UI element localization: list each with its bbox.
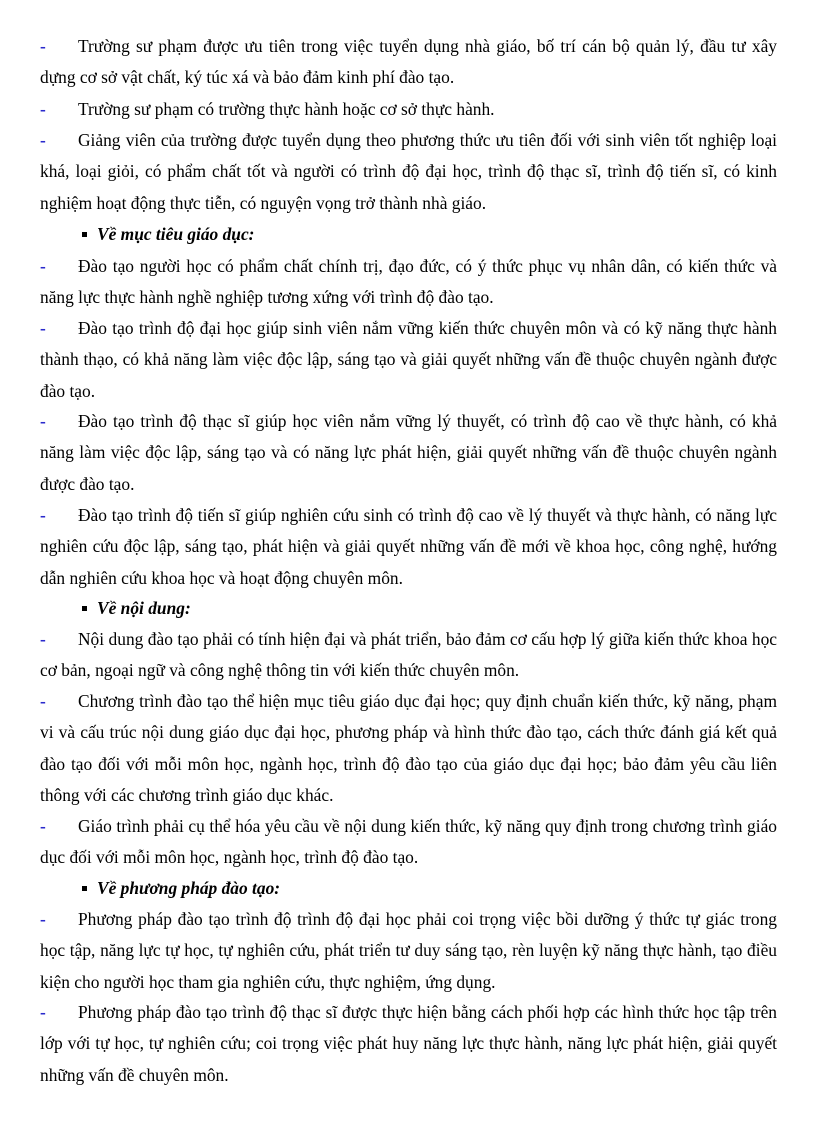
paragraph: Phương pháp đào tạo trình độ thạc sĩ được thực hiện bằng cách phối hợp các hình thức học tập trên lớp với tự học, tự nghiên cứu; coi trọng việc phát huy năng lực thực hành, năng lực phát hiện, giải quyết những vấn đề chuyên môn. [40, 1002, 777, 1085]
square-bullet-icon [82, 886, 87, 891]
dash-bullet: - [40, 411, 46, 431]
paragraph: Trường sư phạm được ưu tiên trong việc tuyển dụng nhà giáo, bố trí cán bộ quản lý, đầu tư xây dựng cơ sở vật chất, ký túc xá và bảo đảm kinh phí đào tạo. [40, 36, 777, 88]
list-item [40, 313, 777, 407]
dash-bullet: - [40, 505, 46, 525]
dash-bullet: - [40, 629, 46, 649]
dash-bullet: - [40, 318, 46, 338]
list-item [40, 624, 777, 687]
paragraph: Đào tạo trình độ đại học giúp sinh viên nắm vững kiến thức chuyên môn và có kỹ năng thực hành thành thạo, có khả năng làm việc độc lập, sáng tạo và giải quyết những vấn đề thuộc chuyên ngành được đào tạo. [40, 318, 777, 401]
paragraph: Giảng viên của trường được tuyển dụng theo phương thức ưu tiên đối với sinh viên tốt nghiệp loại khá, loại giỏi, có phẩm chất tốt và người có trình độ đại học, trình độ thạc sĩ, trình độ tiến sĩ, có kinh nghiệm hoạt động thực tiễn, có nguyện vọng trở thành nhà giáo. [40, 130, 777, 213]
square-bullet-icon [82, 606, 87, 611]
list-item [40, 500, 777, 594]
heading-text: Về nội dung: [97, 598, 191, 618]
list-item [40, 94, 777, 125]
dash-bullet: - [40, 909, 46, 929]
paragraph: Phương pháp đào tạo trình độ trình độ đại học phải coi trọng việc bồi dưỡng ý thức tự giác trong học tập, năng lực tự học, tự nghiên cứu, phát triển tư duy sáng tạo, rèn luyện kỹ năng thực hành, tạo điều kiện cho người học tham gia nghiên cứu, thực nghiệm, ứng dụng. [40, 909, 777, 992]
paragraph: Trường sư phạm có trường thực hành hoặc cơ sở thực hành. [78, 99, 495, 119]
dash-bullet: - [40, 691, 46, 711]
paragraph: Chương trình đào tạo thể hiện mục tiêu giáo dục đại học; quy định chuẩn kiến thức, kỹ năng, phạm vi và cấu trúc nội dung giáo dục đại học, phương pháp và hình thức đào tạo, cách thức đánh giá kết quả đào tạo đối với mỗi môn học, ngành học, trình độ đào tạo của giáo dục đại học; bảo đảm yêu cầu liên thông với các chương trình giáo dục khác. [40, 691, 777, 805]
paragraph: Nội dung đào tạo phải có tính hiện đại và phát triển, bảo đảm cơ cấu hợp lý giữa kiến thức khoa học cơ bản, ngoại ngữ và công nghệ thông tin với kiến thức chuyên môn. [40, 629, 777, 681]
dash-bullet: - [40, 99, 46, 119]
list-item [40, 997, 777, 1091]
dash-bullet: - [40, 36, 46, 56]
list-item [40, 686, 777, 811]
dash-bullet: - [40, 1002, 46, 1022]
square-bullet-icon [82, 232, 87, 237]
list-item [40, 125, 777, 219]
list-item [40, 406, 777, 500]
paragraph: Giáo trình phải cụ thể hóa yêu cầu về nội dung kiến thức, kỹ năng quy định trong chương trình giáo dục đối với mỗi môn học, ngành học, trình độ đào tạo. [40, 816, 777, 868]
section-heading [40, 873, 816, 904]
dash-bullet: - [40, 256, 46, 276]
paragraph: Đào tạo người học có phẩm chất chính trị, đạo đức, có ý thức phục vụ nhân dân, có kiến thức và năng lực thực hành nghề nghiệp tương xứng với trình độ đào tạo. [40, 256, 777, 308]
section-heading [40, 219, 816, 250]
list-item [40, 811, 777, 874]
paragraph: Đào tạo trình độ thạc sĩ giúp học viên nắm vững lý thuyết, có trình độ cao về thực hành, có khả năng làm việc độc lập, sáng tạo và có năng lực phát hiện, giải quyết những vấn đề thuộc chuyên ngành được đào tạo. [40, 411, 777, 494]
list-item [40, 251, 777, 314]
dash-bullet: - [40, 816, 46, 836]
list-item [40, 904, 777, 998]
section-heading [40, 593, 816, 624]
paragraph: Đào tạo trình độ tiến sĩ giúp nghiên cứu sinh có trình độ cao về lý thuyết và thực hành, có năng lực nghiên cứu độc lập, sáng tạo, phát hiện và giải quyết những vấn đề mới về khoa học, công nghệ, hướng dẫn nghiên cứu khoa học và hoạt động chuyên môn. [40, 505, 777, 588]
list-item [40, 31, 777, 94]
heading-text: Về phương pháp đào tạo: [97, 878, 281, 898]
heading-text: Về mục tiêu giáo dục: [97, 224, 255, 244]
dash-bullet: - [40, 130, 46, 150]
